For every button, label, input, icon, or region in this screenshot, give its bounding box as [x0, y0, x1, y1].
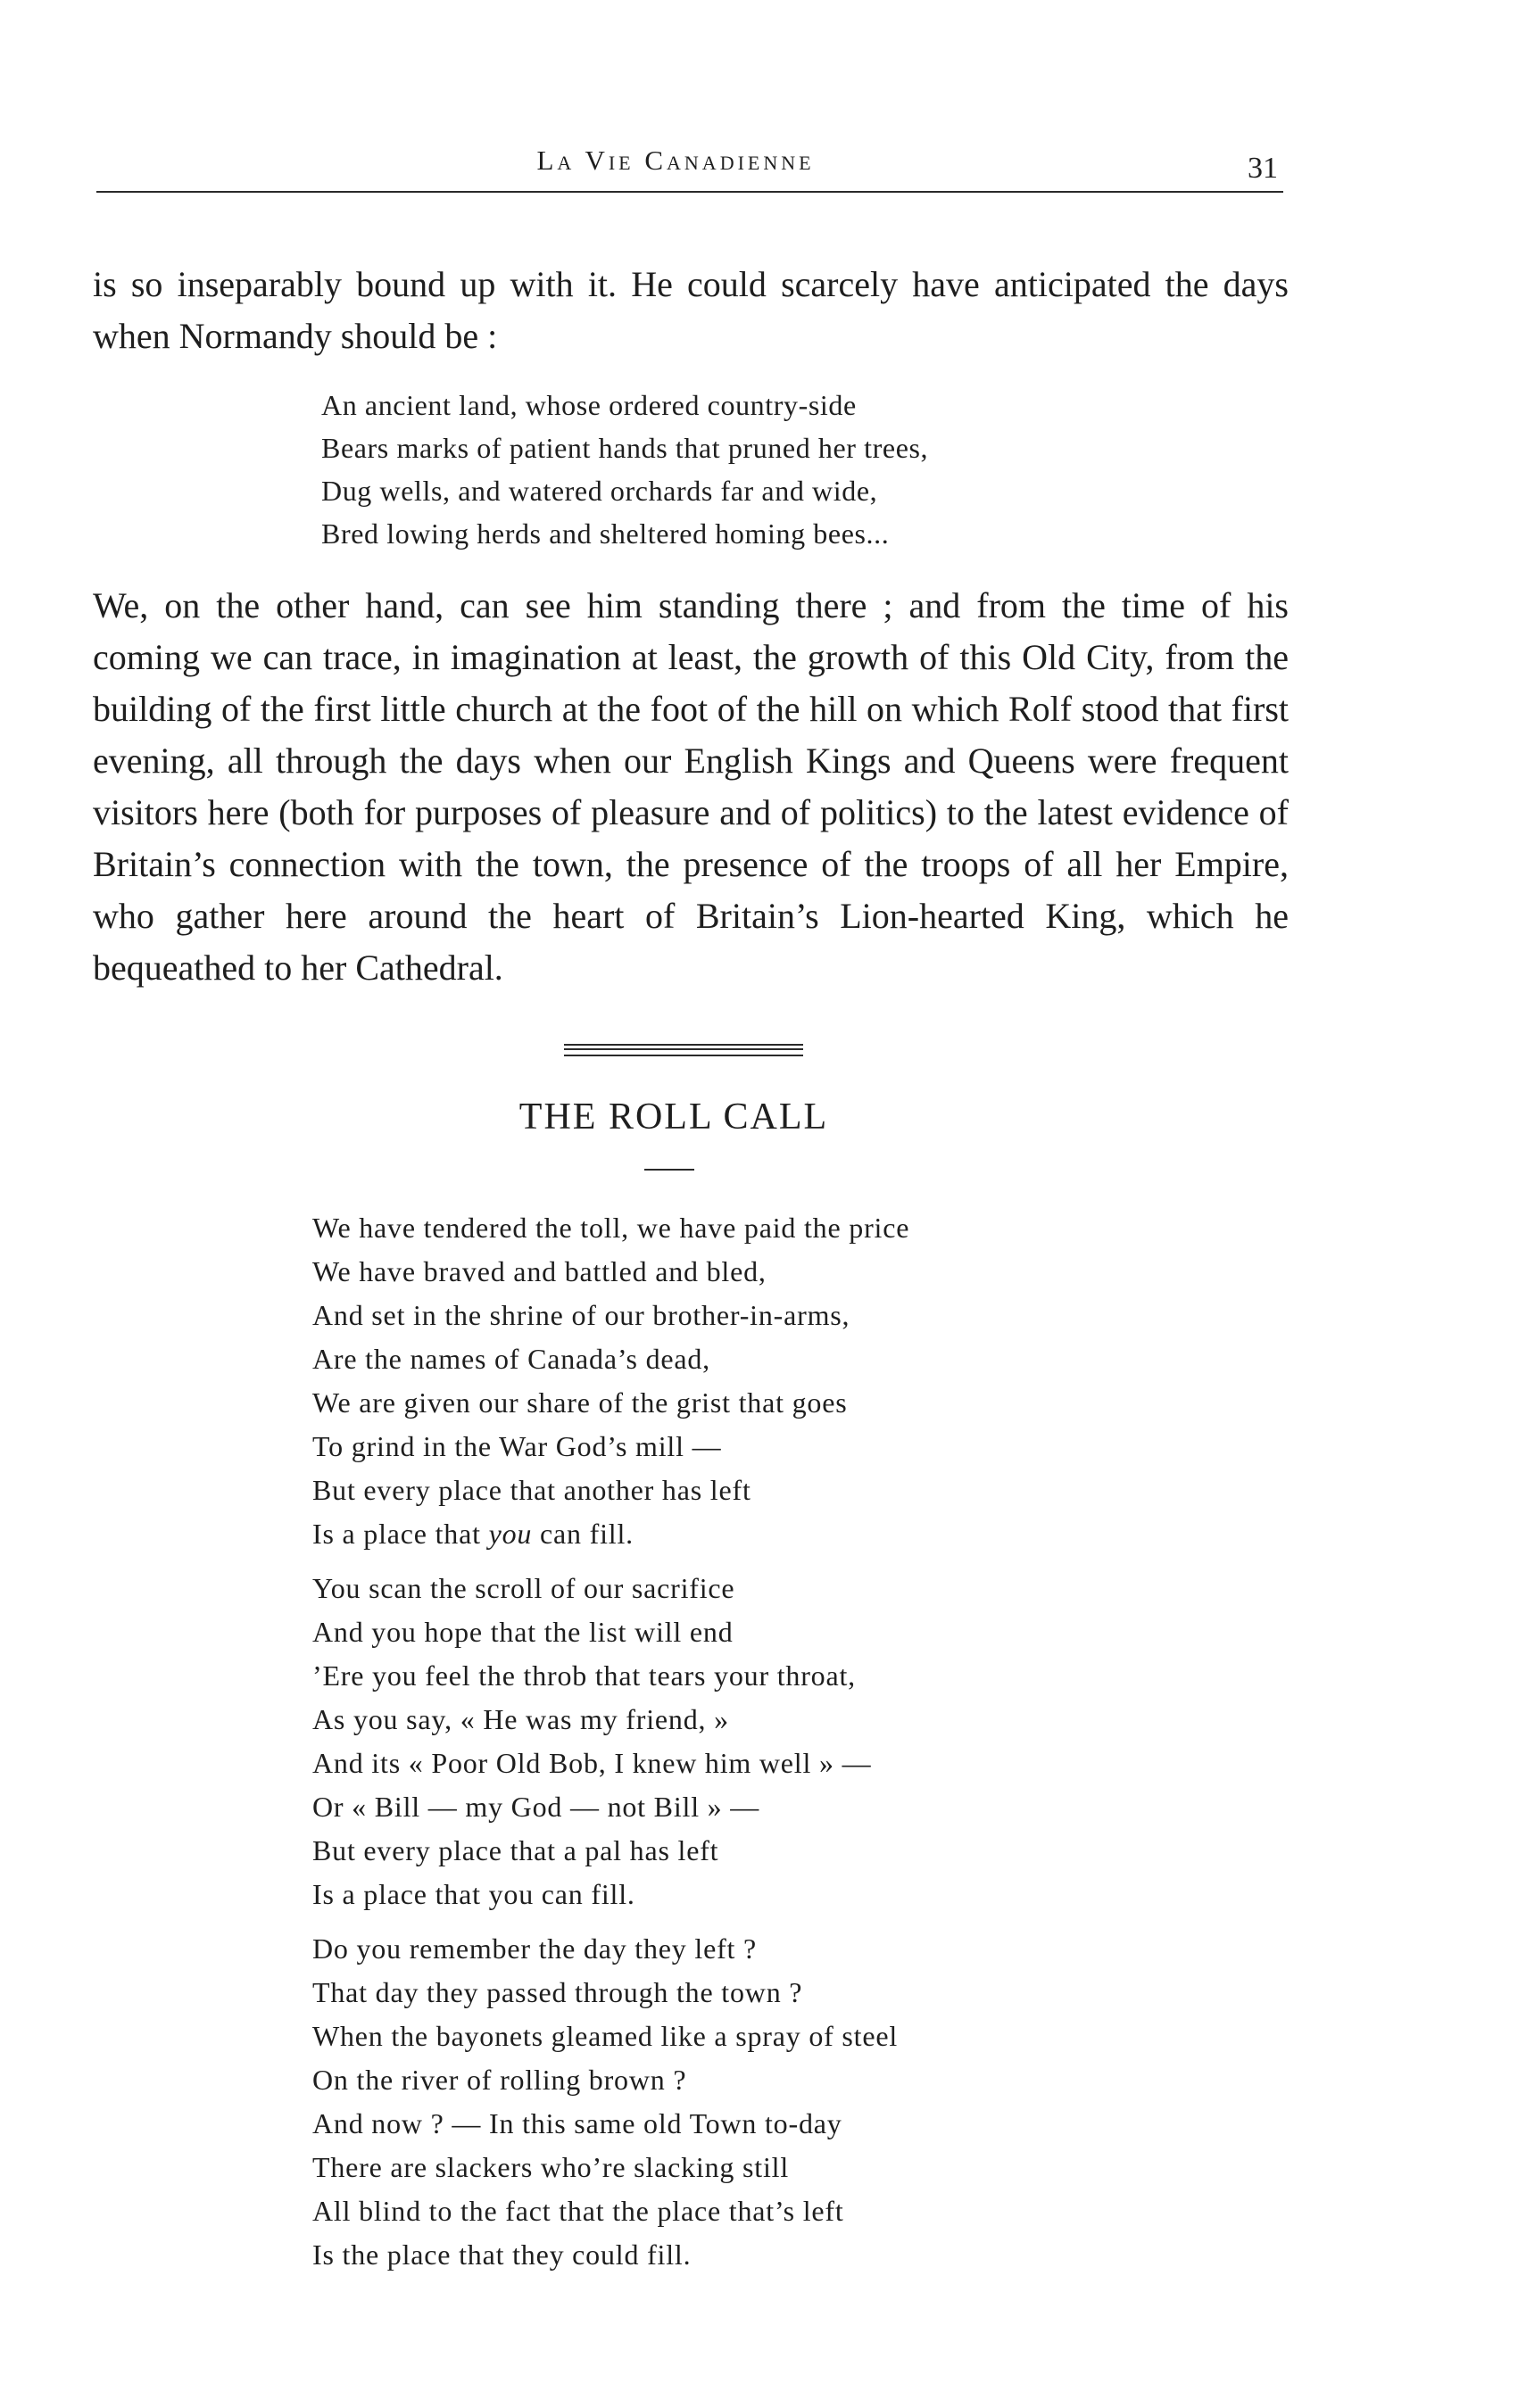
poem-line: Are the names of Canada’s dead,: [312, 1343, 710, 1375]
page-number: 31: [1248, 152, 1278, 185]
paragraph-continuation: is so inseparably bound up with it. He could scarcely have anticipated the days when Normandy should be :: [93, 264, 1289, 356]
poem-line: Is a place that you can fill.: [312, 1878, 635, 1910]
poem-stanza-3: [312, 1927, 898, 2277]
poem-line: And now ? — In this same old Town to-day: [312, 2107, 842, 2139]
section-divider: [564, 1044, 803, 1056]
poem-line: We are given our share of the grist that goes: [312, 1386, 848, 1419]
running-head: [100, 134, 1278, 187]
poem-line: Or « Bill — my God — not Bill » —: [312, 1791, 760, 1823]
poem-line: But every place that another has left: [312, 1474, 751, 1506]
verse-line: Dug wells, and watered orchards far and wide,: [321, 475, 878, 507]
poem-line: That day they passed through the town ?: [312, 1976, 803, 2008]
quoted-verse: [321, 384, 928, 555]
poem-line: ’Ere you feel the throb that tears your throat,: [312, 1659, 856, 1692]
poem-line: But every place that a pal has left: [312, 1834, 719, 1866]
poem-line: When the bayonets gleamed like a spray of steel: [312, 2020, 899, 2052]
title-rule: [644, 1169, 694, 1171]
poem-stanza-1: [312, 1206, 909, 1556]
poem-line-final: [312, 1512, 909, 1556]
poem-line: We have braved and battled and bled,: [312, 1255, 767, 1287]
running-title: La Vie Canadienne: [536, 145, 815, 176]
poem-line: And its « Poor Old Bob, I knew him well » —: [312, 1747, 872, 1779]
poem-line: As you say, « He was my friend, »: [312, 1703, 729, 1735]
poem-line: All blind to the fact that the place that’s left: [312, 2195, 844, 2227]
poem-line: There are slackers who’re slacking still: [312, 2151, 790, 2183]
poem-line: On the river of rolling brown ?: [312, 2064, 687, 2096]
poem-line: Is the place that they could fill.: [312, 2238, 692, 2271]
poem-stanza-2: [312, 1567, 871, 1916]
verse-line: Bred lowing herds and sheltered homing bees...: [321, 517, 890, 550]
poem-line: We have tendered the toll, we have paid the price: [312, 1212, 910, 1244]
poem-line: To grind in the War God’s mill —: [312, 1430, 722, 1462]
verse-line: Bears marks of patient hands that pruned her trees,: [321, 432, 929, 464]
poem-line: And you hope that the list will end: [312, 1616, 734, 1648]
poem-line-part: can fill.: [532, 1518, 634, 1550]
verse-line: An ancient land, whose ordered country-side: [321, 389, 857, 421]
poem-line-emphasis: you: [488, 1518, 533, 1550]
poem-line: And set in the shrine of our brother-in-arms,: [312, 1299, 850, 1331]
header-rule: [96, 191, 1283, 193]
poem-title: THE ROLL CALL: [518, 1096, 829, 1138]
poem-line: You scan the scroll of our sacrifice: [312, 1572, 735, 1604]
paragraph-main: We, on the other hand, can see him standing there ; and from the time of his coming we can trace, in imagination at least, the growth of this Old City, from the building of the first little church at the foot of the hill on which Rolf stood that first evening, all through the days when our English Kings and Queens were frequent visitors here (both for purposes of pleasure and of politics) to the latest evidence of Britain’s connection with the town, the presence of the troops of all her Empire, who gather here around the heart of Britain’s Lion-hearted King, which he bequeathed to her Cathedral.: [93, 585, 1289, 988]
poem-line: Do you remember the day they left ?: [312, 1932, 758, 1965]
poem-line-part: Is a place that: [312, 1518, 489, 1550]
